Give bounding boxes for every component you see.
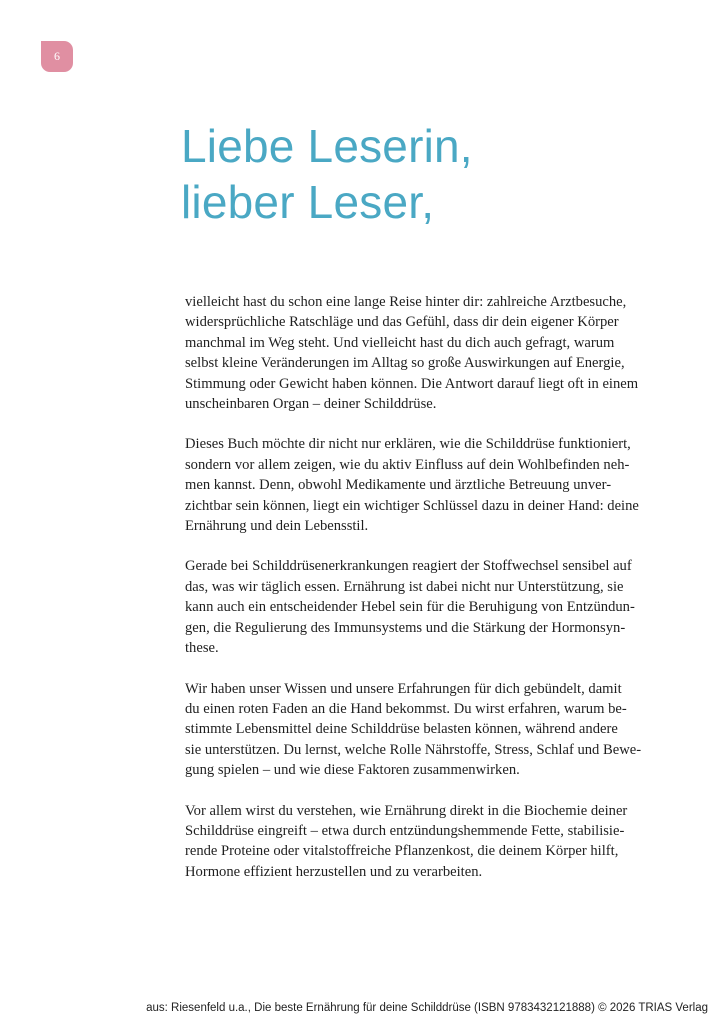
text-line: unscheinbaren Organ – deiner Schilddrüse. [185, 396, 437, 413]
paragraph-1 [185, 292, 675, 414]
text-line: widersprüchliche Ratschläge und das Gefühl, dass dir dein eigener Körper [185, 314, 619, 331]
text-line: gung spielen – und wie diese Faktoren zusammenwirken. [185, 762, 520, 779]
body-text [185, 292, 675, 902]
text-line: rende Proteine oder vitalstoffreiche Pflanzenkost, die deinem Körper hilft, [185, 843, 619, 860]
page-number-badge: 6 [41, 41, 73, 72]
text-line: Ernährung und dein Lebensstil. [185, 518, 369, 535]
text-line: Gerade bei Schilddrüsenerkrankungen reagiert der Stoffwechsel sensibel auf [185, 558, 632, 575]
text-line: Dieses Buch möchte dir nicht nur erklären, wie die Schilddrüse funktioniert, [185, 436, 631, 453]
text-line: these. [185, 640, 219, 657]
text-line: stimmte Lebensmittel deine Schilddrüse belasten können, während andere [185, 721, 618, 738]
text-line: zichtbar sein können, liegt ein wichtiger Schlüssel dazu in deiner Hand: deine [185, 497, 639, 514]
text-line: men kannst. Denn, obwohl Medikamente und ärztliche Betreuung unver- [185, 477, 612, 494]
text-line: Wir haben unser Wissen und unsere Erfahrungen für dich gebündelt, damit [185, 680, 622, 697]
paragraph-4 [185, 679, 675, 781]
paragraph-3 [185, 556, 675, 658]
text-line: du einen roten Faden an die Hand bekommst. Du wirst erfahren, warum be- [185, 700, 627, 717]
text-line: Stimmung oder Gewicht haben können. Die Antwort darauf liegt oft in einem [185, 375, 639, 392]
text-line: Schilddrüse eingreift – etwa durch entzündungshemmende Fette, stabilisie- [185, 822, 625, 839]
text-line: sie unterstützen. Du lernst, welche Rolle Nährstoffe, Stress, Schlaf und Bewe- [185, 741, 642, 758]
title-line-1: Liebe Leserin, [181, 120, 473, 172]
text-line: manchmal im Weg steht. Und vielleicht hast du dich auch gefragt, warum [185, 334, 615, 351]
text-line: sondern vor allem zeigen, wie du aktiv Einfluss auf dein Wohlbefinden neh- [185, 456, 630, 473]
paragraph-2 [185, 434, 675, 536]
page-title [181, 118, 473, 230]
text-line: Vor allem wirst du verstehen, wie Ernährung direkt in die Biochemie deiner [185, 802, 628, 819]
text-line: Hormone effizient herzustellen und zu verarbeiten. [185, 863, 483, 880]
text-line: selbst kleine Veränderungen im Alltag so große Auswirkungen auf Energie, [185, 355, 625, 372]
text-line: kann auch ein entscheidender Hebel sein für die Beruhigung von Entzündun- [185, 599, 635, 616]
title-line-2: lieber Leser, [181, 176, 435, 228]
copyright-footer: aus: Riesenfeld u.a., Die beste Ernährung für deine Schilddrüse (ISBN 9783432121888) © 2026 TRIAS Verlag [146, 1002, 708, 1014]
text-line: gen, die Regulierung des Immunsystems und die Stärkung der Hormonsyn- [185, 619, 626, 636]
text-line: das, was wir täglich essen. Ernährung ist dabei nicht nur Unterstützung, sie [185, 578, 624, 595]
paragraph-5 [185, 801, 675, 883]
text-line: vielleicht hast du schon eine lange Reise hinter dir: zahlreiche Arztbesuche, [185, 294, 627, 310]
